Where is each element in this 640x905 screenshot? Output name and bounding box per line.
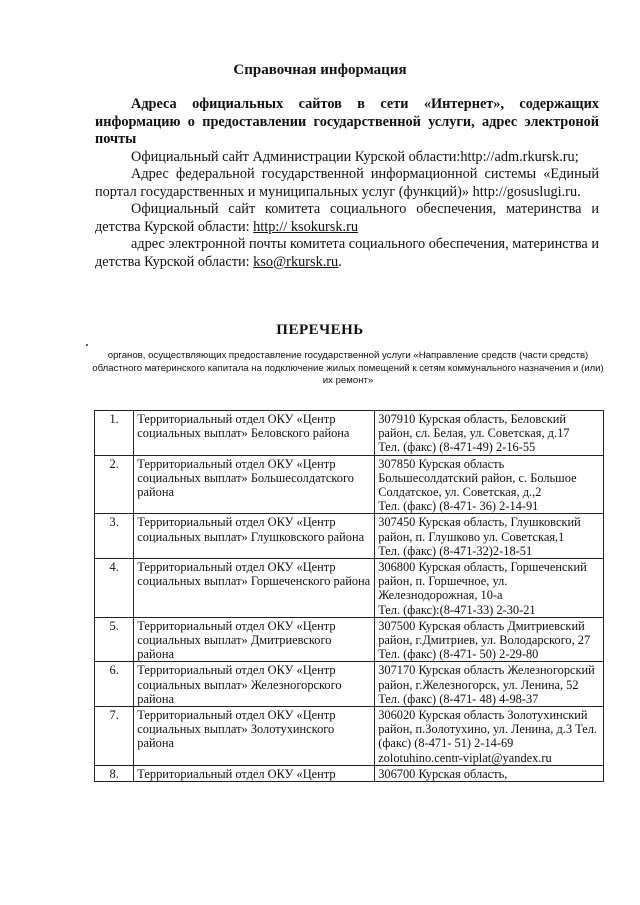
offices-table-body [95, 411, 604, 782]
office-name: Территориальный отдел ОКУ «Центр социальных выплат» Дмитриевского района [134, 617, 375, 662]
row-number: 6. [95, 662, 134, 707]
row-number: 1. [95, 411, 134, 456]
gos-portal-paragraph: Адрес федеральной государственной информационной системы «Единый портал государственных и муниципальных услуг (функций)» http://gosuslugi.ru. [95, 166, 599, 200]
office-address [375, 617, 604, 662]
row-number: 7. [95, 707, 134, 766]
address-line: Тел. (факс) (8-471-49) 2-16-55 [378, 440, 536, 455]
table-row [95, 707, 604, 766]
address-line: 307500 Курская область Дмитриевский район, г.Дмитриев, ул. Володарского, 27 [378, 618, 591, 648]
office-name: Территориальный отдел ОКУ «Центр социальных выплат» Большесолдатского района [134, 455, 375, 514]
table-row [95, 662, 604, 707]
office-name: Территориальный отдел ОКУ «Центр социальных выплат» Глушковского района [134, 514, 375, 559]
row-number: 4. [95, 559, 134, 618]
email-paragraph [95, 236, 599, 271]
office-address [375, 765, 604, 781]
table-row [95, 455, 604, 514]
office-name: Территориальный отдел ОКУ «Центр [134, 765, 375, 781]
table-row [95, 765, 604, 781]
table-row [95, 411, 604, 456]
office-name: Территориальный отдел ОКУ «Центр социальных выплат» Горшеченского района [134, 559, 375, 618]
committee-site-link[interactable]: http:// ksokursk.ru [253, 218, 359, 235]
office-address [375, 707, 604, 766]
address-line: Тел. (факс) (8-471- 36) 2-14-91 [378, 499, 539, 514]
intro-heading: Адреса официальных сайтов в сети «Интернет», содержащих информацию о предоставлении государственной услуги, адрес электроной почты [95, 96, 599, 147]
row-number: 5. [95, 617, 134, 662]
row-number: 2. [95, 455, 134, 514]
committee-site-paragraph [95, 201, 599, 236]
admin-site-paragraph: Официальный сайт Администрации Курской области:http://adm.rkursk.ru; [131, 148, 579, 165]
address-line: 306020 Курская область Золотухинский район, п.Золотухино, ул. Ленина, д.3 Тел. (факс) (8-471- 51) 2-14-69 [378, 708, 598, 751]
address-line: 307910 Курская область, Беловский район, сл. Белая, ул. Советская, д.17 [378, 412, 570, 441]
page-title: Справочная информация [233, 62, 407, 78]
intro-block [95, 96, 599, 271]
address-line: 306700 Курская область, [378, 766, 508, 781]
table-row [95, 617, 604, 662]
stray-dot [86, 344, 88, 346]
address-line: 307850 Курская область Большесолдатский район, с. Большое Солдатское, ул. Советская, д.,2 [378, 456, 577, 500]
address-line: 307450 Курская область, Глушковский район, п. Глушково ул. Советская,1 [378, 515, 581, 544]
list-subtitle: органов, осуществляющих предоставление государственной услуги «Направление средств (части средств) областного материнского капитала на подключение жилых помещений к сетям коммунального назначения и (или) их ремонт» [92, 350, 604, 386]
address-line: Тел. (факс) (8-471- 50) 2-29-80 [378, 647, 539, 662]
table-row [95, 514, 604, 559]
address-line: Тел. (факс) (8-471- 48) 4-98-37 [378, 691, 539, 706]
address-line: Тел. (факс):(8-471-33) 2-30-21 [378, 602, 536, 617]
list-title: ПЕРЕЧЕНЬ [276, 322, 364, 338]
office-address [375, 662, 604, 707]
offices-table [94, 410, 604, 782]
office-address [375, 514, 604, 559]
address-line: zolotuhino.centr-viplat@yandex.ru [378, 750, 552, 765]
office-name: Территориальный отдел ОКУ «Центр социальных выплат» Золотухинского района [134, 707, 375, 766]
email-link[interactable]: kso@rkursk.ru [253, 253, 339, 270]
email-label: адрес электронной почты комитета социального обеспечения, материнства и детства Курской области: [95, 236, 599, 270]
address-line: 307170 Курская область Железногорский район, г.Железногорск, ул. Ленина, 52 [378, 663, 595, 692]
office-name: Территориальный отдел ОКУ «Центр социальных выплат» Беловского района [134, 411, 375, 456]
office-name: Территориальный отдел ОКУ «Центр социальных выплат» Железногорского района [134, 662, 375, 707]
table-row [95, 559, 604, 618]
office-address [375, 411, 604, 456]
office-address [375, 559, 604, 618]
address-line: Тел. (факс) (8-471-32)2-18-51 [378, 543, 533, 558]
email-end: . [338, 253, 342, 270]
office-address [375, 455, 604, 514]
address-line: 306800 Курская область, Горшеченский район, п. Горшечное, ул. Железнодорожная, 10-а [378, 560, 587, 603]
row-number: 8. [95, 765, 134, 781]
row-number: 3. [95, 514, 134, 559]
committee-site-label: Официальный сайт комитета социального обеспечения, материнства и детства Курской области: [95, 201, 599, 235]
